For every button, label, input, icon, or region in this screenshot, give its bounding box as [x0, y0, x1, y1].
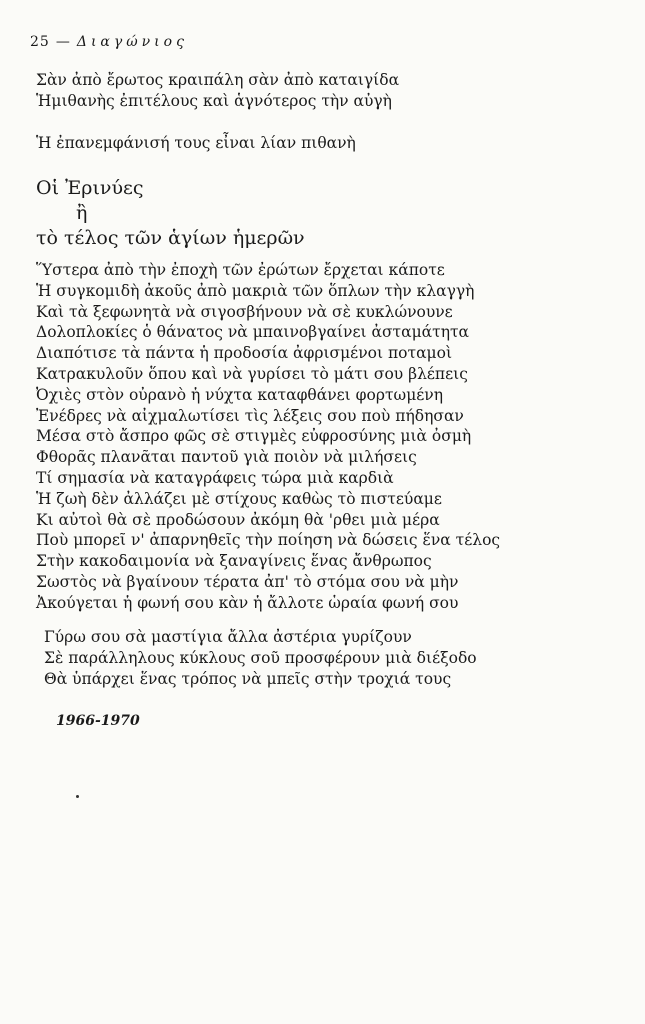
page-number: 25 — [30, 34, 50, 50]
title-line-2: ἢ — [76, 202, 88, 224]
title-line-3: τὸ τέλος τῶν ἁγίων ἡμερῶν — [36, 227, 305, 249]
stanza-main — [36, 260, 596, 614]
poem-line: Σὰν ἀπὸ ἔρωτος κραιπάλη σὰν ἀπὸ καταιγίδα — [36, 71, 400, 89]
poem-line: Ποὺ μπορεῖ ν' ἀπαρνηθεῖς τὴν ποίηση νὰ δώσεις ἕνα τέλος — [36, 531, 501, 550]
poem-line: Φθορᾶς πλανᾶται παντοῦ γιὰ ποιὸν νὰ μιλήσεις — [36, 448, 417, 467]
poem-line: Ἡμιθανὴς ἐπιτέλους καὶ ἁγνότερος τὴν αὐγὴ — [36, 91, 392, 110]
poem-line: Θὰ ὑπάρχει ἕνας τρόπος νὰ μπεῖς στὴν τροχιά τους — [44, 669, 452, 688]
stanza-top — [36, 70, 596, 112]
stanza-end — [36, 627, 596, 689]
running-head — [30, 34, 188, 50]
title-line-1: Οἱ Ἐρινύες — [36, 177, 144, 199]
poem-line: Ἐνέδρες νὰ αἰχμαλωτίσει τὶς λέξεις σου ποὺ πήδησαν — [36, 406, 464, 425]
poem-line: Ἡ ζωὴ δὲν ἀλλάζει μὲ στίχους καθὼς τὸ πιστεύαμε — [36, 489, 442, 508]
journal-name: Διαγώνιος — [76, 34, 188, 50]
poem-line: Κι αὐτοὶ θὰ σὲ προδώσουν ἀκόμη θὰ 'ρθει μιὰ μέρα — [36, 510, 440, 529]
poem-date: 1966-1970 — [56, 713, 140, 729]
poem-line: Στὴν κακοδαιμονία νὰ ξαναγίνεις ἕνας ἄνθρωπος — [36, 552, 432, 571]
poem-line: Μέσα στὸ ἄσπρο φῶς σὲ στιγμὲς εὐφροσύνης μιὰ ὀσμὴ — [36, 427, 472, 446]
poem-line: Ὕστερα ἀπὸ τὴν ἐποχὴ τῶν ἐρώτων ἔρχεται κάποτε — [36, 261, 445, 279]
poem-line: Ἡ ἐπανεμφάνισή τους εἶναι λίαν πιθανὴ — [36, 134, 356, 152]
poem-line: Δολοπλοκίες ὁ θάνατος νὰ μπαινοβγαίνει ἀσταμάτητα — [36, 323, 470, 342]
ink-speck — [76, 795, 79, 798]
poem-line: Διαπότισε τὰ πάντα ἡ προδοσία ἀφρισμένοι ποταμοὶ — [36, 344, 453, 363]
poem-line: Γύρω σου σὰ μαστίγια ἄλλα ἀστέρια γυρίζουν — [44, 628, 412, 646]
poem-line: Σὲ παράλληλους κύκλους σοῦ προσφέρουν μιὰ διέξοδο — [44, 648, 477, 667]
poem-line: Ἡ συγκομιδὴ ἀκοῦς ἀπὸ μακριὰ τῶν ὅπλων τὴν κλαγγὴ — [36, 281, 475, 300]
poem-line: Σωστὸς νὰ βγαίνουν τέρατα ἀπ' τὸ στόμα σου νὰ μὴν — [36, 572, 459, 591]
single-line-stanza — [36, 133, 596, 154]
poem-line: Ὀχιὲς στὸν οὐρανὸ ἡ νύχτα καταφθάνει φορτωμένη — [36, 385, 444, 404]
poem-line: Ἀκούγεται ἡ φωνή σου κὰν ἡ ἄλλοτε ὡραία φωνή σου — [36, 593, 459, 612]
poem-line: Τί σημασία νὰ καταγράφεις τώρα μιὰ καρδιὰ — [36, 468, 394, 487]
running-head-separator: — — [55, 34, 71, 50]
poem-line: Καὶ τὰ ξεφωνητὰ νὰ σιγοσβήνουν νὰ σὲ κυκλώνουνε — [36, 302, 453, 321]
poem-title — [36, 176, 596, 251]
poem-line: Κατρακυλοῦν ὅπου καὶ νὰ γυρίσει τὸ μάτι σου βλέπεις — [36, 364, 468, 383]
